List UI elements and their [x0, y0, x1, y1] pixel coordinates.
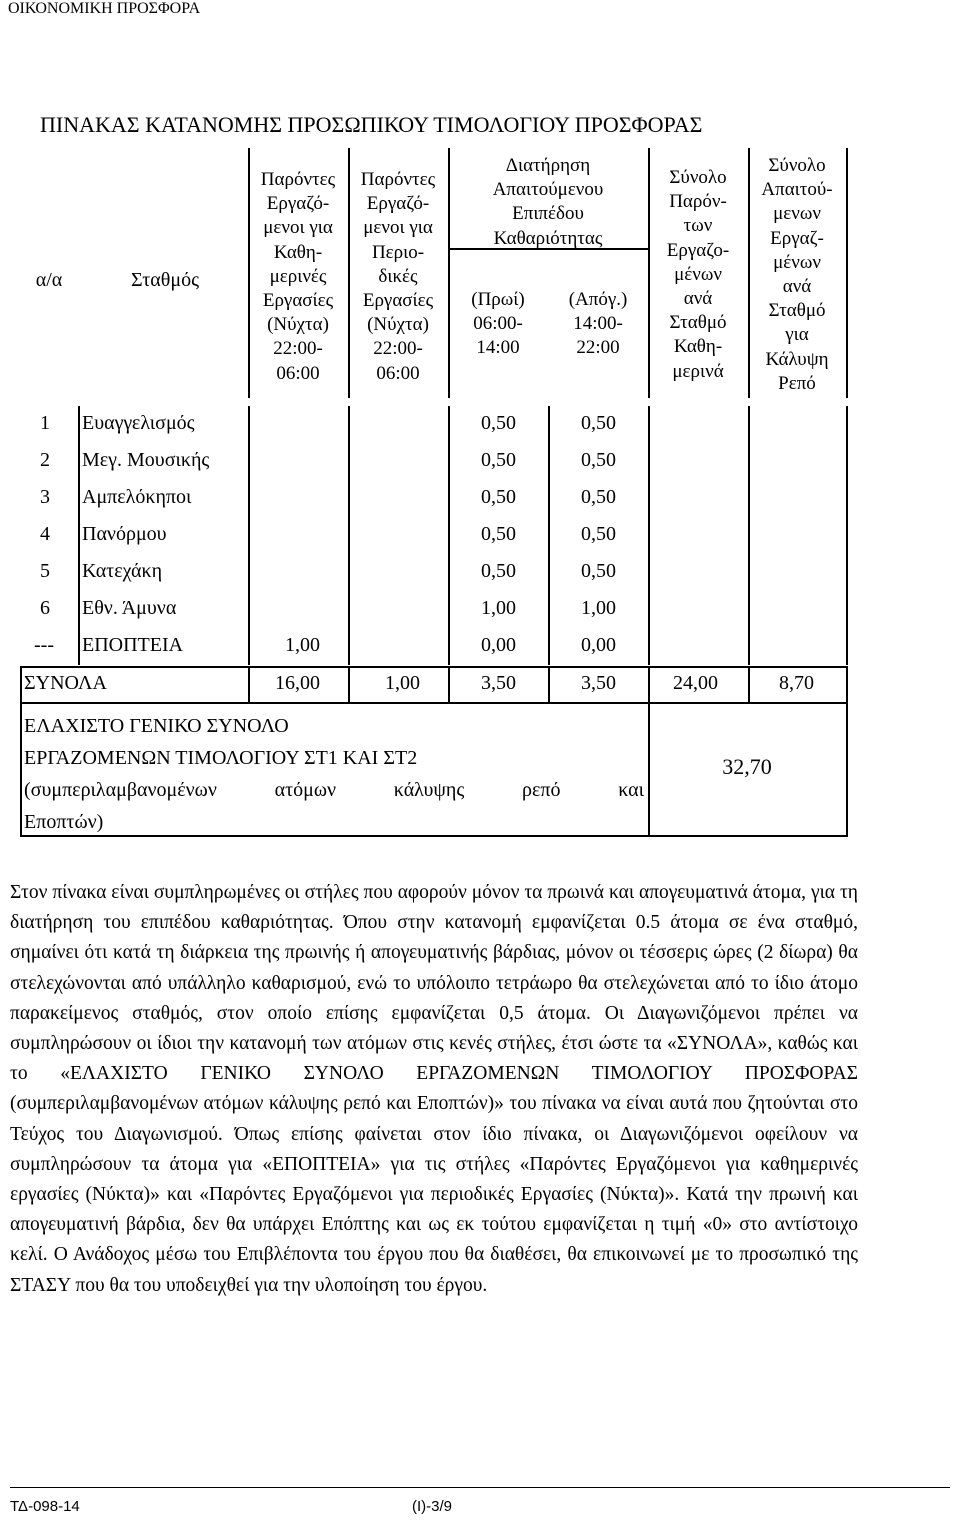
row-station: Αμπελόκηποι [82, 486, 192, 508]
row-afternoon: 0,00 [581, 634, 616, 656]
row-afternoon: 0,50 [581, 412, 616, 434]
table-rule [846, 406, 848, 665]
header-night-periodic: Παρόντες Εργαζό- μενοι για Περιο- δικές Εργασίες (Νύχτα) 22:00- 06:00 [360, 169, 436, 384]
row-station: ΕΠΟΠΤΕΙΑ [82, 634, 184, 656]
row-morning: 0,50 [481, 560, 516, 582]
row-morning: 0,50 [481, 523, 516, 545]
row-afternoon: 0,50 [581, 449, 616, 471]
row-afternoon: 0,50 [581, 486, 616, 508]
row-aa: 6 [40, 597, 50, 619]
footer-document-code: ΤΔ-098-14 [10, 1498, 80, 1515]
row-aa: 2 [40, 449, 50, 471]
header-maintenance: Διατήρηση Απαιτούμενου Επιπέδου Καθαριότητας [492, 155, 604, 249]
table-rule [748, 406, 750, 665]
table-rule [20, 666, 848, 668]
table-rule [20, 702, 22, 837]
header-afternoon: (Απόγ.) 14:00- 22:00 [568, 289, 628, 359]
paragraph-text: Στον πίνακα είναι συμπληρωμένες οι στήλες που αφορούν μόνον τα πρωινά και απογευματινά άτομα, για τη διατήρηση του επιπέδου καθαριότητας. Όπου στην κατανομή εμφανίζεται 0.5 άτομα σε ένα σταθμό, σημαίνει ότι κατά τη διάρκεια της πρωινής ή απογευματινής βάρδιας, μόνον οι τέσσερις ώρες (2 δίωρα) θα στελεχώνονται από υπάλληλο καθαρισμού, ενώ το υπόλοιπο τετράωρο θα στελεχώνεται από το ίδιο άτομο παρακείμενος σταθμός, στον οποίο επίσης εμφανίζεται 0,5 άτομα. Οι Διαγωνιζόμενοι πρέπει να συμπληρώσουν οι ίδιοι την κατανομή των ατόμων στις κενές στήλες, έτσι ώστε τα «ΣΥΝΟΛΑ», καθώς και το «ΕΛΑΧΙΣΤΟ ΓΕΝΙΚΟ ΣΥΝΟΛΟ ΕΡΓΑΖΟΜΕΝΩΝ ΤΙΜΟΛΟΓΙΟΥ ΠΡΟΣΦΟΡΑΣ (συμπεριλαμβανομένων ατόμων κάλυψης ρεπό και Εποπτών)» του πίνακα να είναι αυτά που ζητούνται στο Τεύχος του Διαγωνισμού. Όπως επίσης φαίνεται στον ίδιο πίνακα, οι Διαγωνιζόμενοι οφείλουν να συμπληρώσουν τα άτομα για «ΕΠΟΠΤΕΙΑ» για τις στήλες «Παρόντες Εργαζόμενοι για καθημερινές εργασίες (Νύκτα)» και «Παρόντες Εργαζόμενοι για περιοδικές Εργασίες (Νύκτα)». Κατά την πρωινή και απογευματινή βάρδια, δεν θα υπάρχει Επόπτης και ως εκ τούτου εμφανίζεται η τιμή «0» στο αντίστοιχο κελί. Ο Ανάδοχος μέσω του Επιβλέποντα του έργου που θα διαθέσει, θα επικοινωνεί με το προσωπικό της ΣΤΑΣΥ που θα του υποδειχθεί για την υλοποίηση του έργου. [10, 882, 858, 1296]
table-rule [846, 148, 848, 398]
document-header: ΟΙΚΟΝΟΜΙΚΗ ΠΡΟΣΦΟΡΑ [8, 0, 201, 17]
totals-afternoon: 3,50 [581, 672, 616, 694]
row-station: Ευαγγελισμός [82, 412, 195, 434]
table-rule [78, 406, 80, 665]
footer-page-number: (Ι)-3/9 [412, 1498, 453, 1515]
row-afternoon: 0,50 [581, 523, 616, 545]
totals-night-periodic: 1,00 [385, 672, 420, 694]
header-total-present: Σύνολο Παρόν- των Εργαζο- μένων ανά Σταθμό Καθη- μερινά [666, 167, 730, 382]
row-aa: 3 [40, 486, 50, 508]
row-station: Εθν. Άμυνα [82, 597, 177, 619]
row-morning: 0,50 [481, 486, 516, 508]
table-rule [648, 406, 650, 665]
table-rule [248, 406, 250, 665]
table-rule [846, 666, 848, 704]
row-aa: 4 [40, 523, 50, 545]
row-night-daily: 1,00 [285, 634, 320, 656]
header-morning: (Πρωί) 06:00- 14:00 [471, 289, 525, 359]
totals-night-daily: 16,00 [275, 672, 320, 694]
row-station: Πανόρμου [82, 523, 167, 545]
header-total-required: Σύνολο Απαιτού- μενων Εργαζ- μένων ανά Σταθμό για Κάλυψη Ρεπό [761, 155, 833, 394]
totals-total-present: 24,00 [673, 672, 718, 694]
explanatory-paragraph [10, 878, 858, 1301]
table-rule [20, 666, 22, 704]
footer-divider [10, 1487, 950, 1488]
row-afternoon: 1,00 [581, 597, 616, 619]
header-aa: α/α [35, 269, 63, 291]
row-morning: 1,00 [481, 597, 516, 619]
page-title: ΠΙΝΑΚΑΣ ΚΑΤΑΝΟΜΗΣ ΠΡΟΣΩΠΙΚΟΥ ΤΙΜΟΛΟΓΙΟΥ ΠΡΟΣΦΟΡΑΣ [40, 112, 703, 137]
grand-total-label: ΕΛΑΧΙΣΤΟ ΓΕΝΙΚΟ ΣΥΝΟΛΟ ΕΡΓΑΖΟΜΕΝΩΝ ΤΙΜΟΛΟΓΙΟΥ ΣΤ1 ΚΑΙ ΣΤ2 (συμπεριλαμβανομένων ατόμων κάλυψης ρεπό και Εποπτών) [24, 715, 644, 833]
row-morning: 0,00 [481, 634, 516, 656]
row-aa: 1 [40, 412, 50, 434]
totals-morning: 3,50 [481, 672, 516, 694]
row-station: Μεγ. Μουσικής [82, 449, 210, 471]
row-aa: 5 [40, 560, 50, 582]
row-station: Κατεχάκη [82, 560, 163, 582]
header-station: Σταθμός [130, 269, 200, 291]
row-morning: 0,50 [481, 412, 516, 434]
totals-label: ΣΥΝΟΛΑ [24, 672, 107, 694]
table-rule [20, 702, 848, 704]
row-aa: --- [34, 634, 54, 656]
header-night-daily: Παρόντες Εργαζό- μενοι για Καθη- μερινές Εργασίες (Νύχτα) 22:00- 06:00 [260, 169, 336, 384]
row-afternoon: 0,50 [581, 560, 616, 582]
table-rule [846, 702, 848, 837]
grand-total-value: 32,70 [722, 754, 772, 779]
row-morning: 0,50 [481, 449, 516, 471]
table-rule [348, 406, 350, 665]
totals-total-required: 8,70 [779, 672, 814, 694]
